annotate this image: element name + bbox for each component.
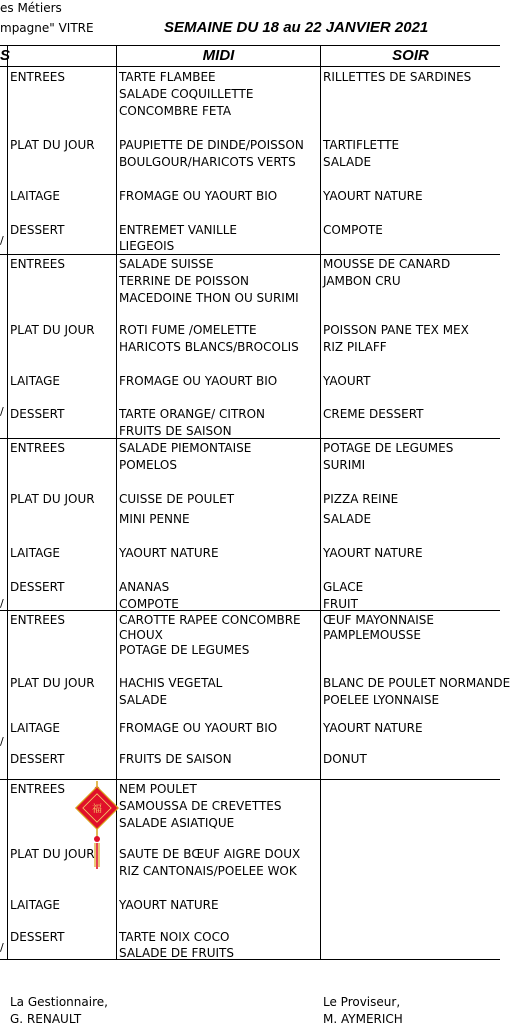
course-label: DESSERT [10,930,65,944]
edge-mark: / [0,735,4,748]
midi-dish: FROMAGE OU YAOURT BIO [119,721,278,735]
course-label: LAITAGE [10,898,60,912]
midi-dish: ENTREMET VANILLE [119,223,238,237]
midi-dish: SALADE ASIATIQUE [119,816,235,830]
course-label: DESSERT [10,407,65,421]
midi-dish: POTAGE DE LEGUMES [119,643,250,657]
midi-dish: HARICOTS BLANCS/BROCOLIS [119,340,299,354]
course-label: ENTREES [10,441,66,455]
soir-dish: ŒUF MAYONNAISE [323,613,434,627]
midi-dish: TARTE ORANGE/ CITRON [119,407,266,421]
edge-mark: / [0,941,4,954]
soir-dish: YAOURT [323,374,371,388]
midi-dish: FRUITS DE SAISON [119,424,232,438]
midi-dish: POMELOS [119,458,177,472]
school-name-line1: es Métiers [0,1,62,15]
principal-role: Le Proviseur, [323,995,401,1009]
soir-dish: CREME DESSERT [323,407,424,421]
course-label: ENTREES [10,70,66,84]
course-label: LAITAGE [10,374,60,388]
principal-name: M. AYMERICH [323,1012,403,1026]
chinese-knot-ornament-icon [76,781,118,871]
stub-header: S [0,47,11,64]
course-label: DESSERT [10,223,65,237]
midi-dish: SALADE DE FRUITS [119,946,235,960]
midi-dish: CONCOMBRE FETA [119,104,232,118]
midi-dish: SALADE SUISSE [119,257,214,271]
midi-dish: HACHIS VEGETAL [119,676,223,690]
soir-dish: RILLETTES DE SARDINES [323,70,472,84]
soir-dish: MOUSSE DE CANARD [323,257,451,271]
course-label: LAITAGE [10,721,60,735]
midi-dish: ROTI FUME /OMELETTE [119,323,257,337]
course-label: LAITAGE [10,546,60,560]
soir-dish: DONUT [323,752,367,766]
soir-dish: PAMPLEMOUSSE [323,628,421,642]
midi-dish: TARTE FLAMBEE [119,70,216,84]
course-label: PLAT DU JOUR [10,492,95,506]
soir-dish: JAMBON CRU [323,274,401,288]
course-label: DESSERT [10,580,65,594]
course-label: PLAT DU JOUR [10,323,95,337]
soir-dish: RIZ PILAFF [323,340,387,354]
soir-dish: POELEE LYONNAISE [323,693,440,707]
midi-dish: CAROTTE RAPEE CONCOMBRE [119,613,301,627]
soir-dish: POISSON PANE TEX MEX [323,323,469,337]
midi-dish: ANANAS [119,580,170,594]
midi-dish: RIZ CANTONAIS/POELEE WOK [119,864,297,878]
midi-dish: TARTE NOIX COCO [119,930,230,944]
midi-dish: PAUPIETTE DE DINDE/POISSON [119,138,304,152]
soir-dish: BLANC DE POULET NORMANDE [323,676,510,690]
soir-dish: POTAGE DE LEGUMES [323,441,454,455]
midi-dish: LIEGEOIS [119,239,175,253]
soir-dish: SALADE [323,155,372,169]
soir-dish: YAOURT NATURE [323,189,423,203]
midi-dish: FROMAGE OU YAOURT BIO [119,189,278,203]
soir-dish: FRUIT [323,597,358,611]
svg-text:福: 福 [92,804,102,815]
midi-dish: SALADE [119,693,168,707]
course-label: PLAT DU JOUR [10,676,95,690]
edge-mark: / [0,405,4,418]
midi-header: MIDI [202,47,235,64]
midi-dish: SAMOUSSA DE CREVETTES [119,799,282,813]
midi-dish: CUISSE DE POULET [119,492,235,506]
midi-dish: COMPOTE [119,597,179,611]
midi-dish: FROMAGE OU YAOURT BIO [119,374,278,388]
soir-dish: PIZZA REINE [323,492,399,506]
midi-dish: MINI PENNE [119,512,190,526]
soir-dish: SURIMI [323,458,366,472]
soir-dish: YAOURT NATURE [323,546,423,560]
course-label: DESSERT [10,752,65,766]
midi-dish: CHOUX [119,628,163,642]
midi-dish: TERRINE DE POISSON [119,274,250,288]
course-label: PLAT DU JOUR [10,847,95,861]
course-label: PLAT DU JOUR [10,138,95,152]
soir-dish: TARTIFLETTE [323,138,400,152]
manager-name: G. RENAULT [10,1012,82,1026]
midi-dish: SAUTE DE BŒUF AIGRE DOUX [119,847,301,861]
midi-dish: BOULGOUR/HARICOTS VERTS [119,155,296,169]
course-label: ENTREES [10,782,66,796]
midi-dish: MACEDOINE THON OU SURIMI [119,291,299,305]
midi-dish: NEM POULET [119,782,197,796]
soir-dish: COMPOTE [323,223,383,237]
soir-header: SOIR [392,47,429,64]
midi-dish: YAOURT NATURE [119,898,219,912]
midi-dish: YAOURT NATURE [119,546,219,560]
week-title: SEMAINE DU 18 au 22 JANVIER 2021 [164,19,429,36]
edge-mark: / [0,597,4,610]
midi-dish: SALADE COQUILLETTE [119,87,254,101]
course-label: ENTREES [10,613,66,627]
midi-dish: FRUITS DE SAISON [119,752,232,766]
manager-role: La Gestionnaire, [10,995,108,1009]
midi-dish: SALADE PIEMONTAISE [119,441,252,455]
course-label: ENTREES [10,257,66,271]
soir-dish: SALADE [323,512,372,526]
school-name-line2: mpagne" VITRE [0,21,94,35]
edge-mark: / [0,234,4,247]
soir-dish: GLACE [323,580,364,594]
soir-dish: YAOURT NATURE [323,721,423,735]
course-label: LAITAGE [10,189,60,203]
